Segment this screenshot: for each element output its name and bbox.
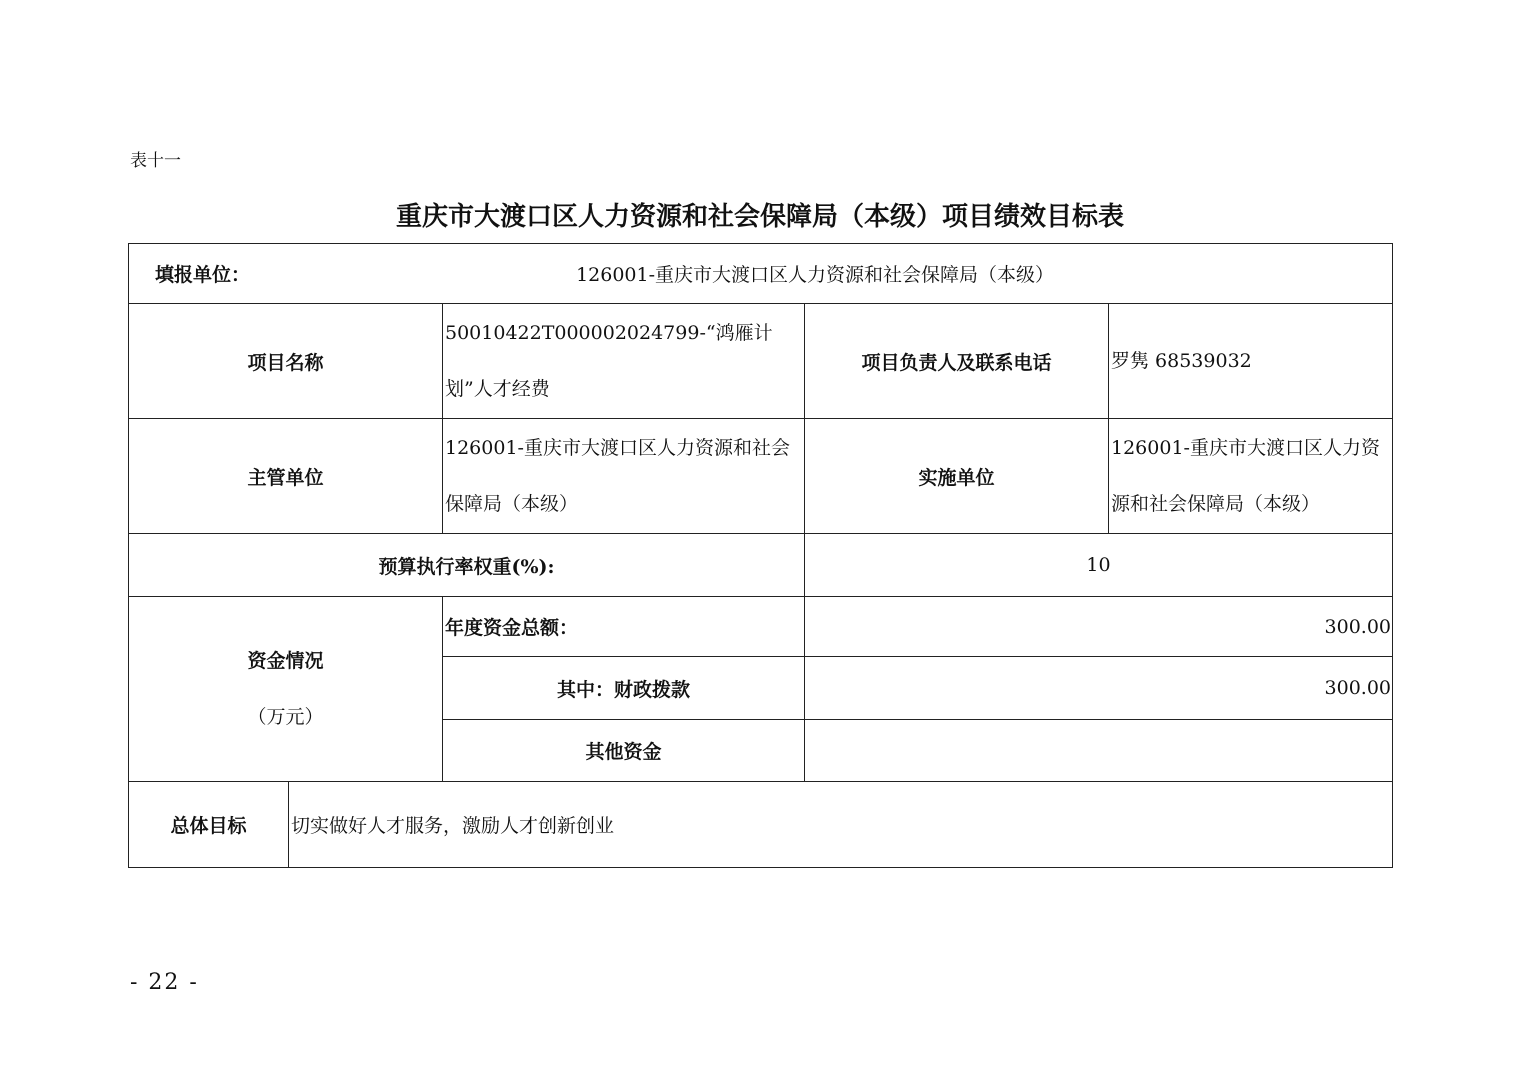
fiscal-label: 其中：财政拨款	[443, 657, 805, 720]
fill-unit-cell	[129, 244, 1393, 304]
project-name-value: 50010422T000002024799-“鸿雁计划”人才经费	[443, 304, 805, 419]
implementer-label: 实施单位	[805, 419, 1109, 534]
goal-value: 切实做好人才服务，激励人才创新创业	[289, 782, 1393, 868]
funds-unit-label: （万元）	[247, 706, 324, 728]
project-name-row	[129, 304, 1393, 419]
document-title: 重庆市大渡口区人力资源和社会保障局（本级）项目绩效目标表	[395, 202, 1124, 232]
funds-label: 资金情况	[247, 650, 324, 672]
project-name-label: 项目名称	[129, 304, 443, 419]
fill-unit-row	[129, 244, 1393, 304]
fill-unit-label: 填报单位：	[155, 264, 251, 286]
goal-row	[129, 782, 1393, 868]
budget-rate-value: 10	[805, 534, 1393, 597]
budget-rate-label: 预算执行率权重(%):	[129, 534, 805, 597]
other-funds-value	[805, 720, 1393, 782]
page-number: - 22 -	[130, 970, 199, 995]
annual-total-value: 300.00	[805, 597, 1393, 657]
goal-label: 总体目标	[129, 782, 289, 868]
annual-total-label: 年度资金总额：	[443, 597, 805, 657]
project-leader-label: 项目负责人及联系电话	[805, 304, 1109, 419]
table-number-label: 表十一	[130, 151, 181, 171]
supervisor-value: 126001-重庆市大渡口区人力资源和社会保障局（本级）	[443, 419, 805, 534]
performance-target-table	[128, 243, 1393, 868]
fiscal-value: 300.00	[805, 657, 1393, 720]
project-leader-value: 罗隽 68539032	[1109, 304, 1393, 419]
unit-row	[129, 419, 1393, 534]
budget-rate-row	[129, 534, 1393, 597]
implementer-value: 126001-重庆市大渡口区人力资源和社会保障局（本级）	[1109, 419, 1393, 534]
fill-unit-value: 126001-重庆市大渡口区人力资源和社会保障局（本级）	[576, 264, 1055, 286]
funds-label-cell	[129, 597, 443, 782]
annual-total-row	[129, 597, 1393, 657]
other-funds-label: 其他资金	[443, 720, 805, 782]
supervisor-label: 主管单位	[129, 419, 443, 534]
